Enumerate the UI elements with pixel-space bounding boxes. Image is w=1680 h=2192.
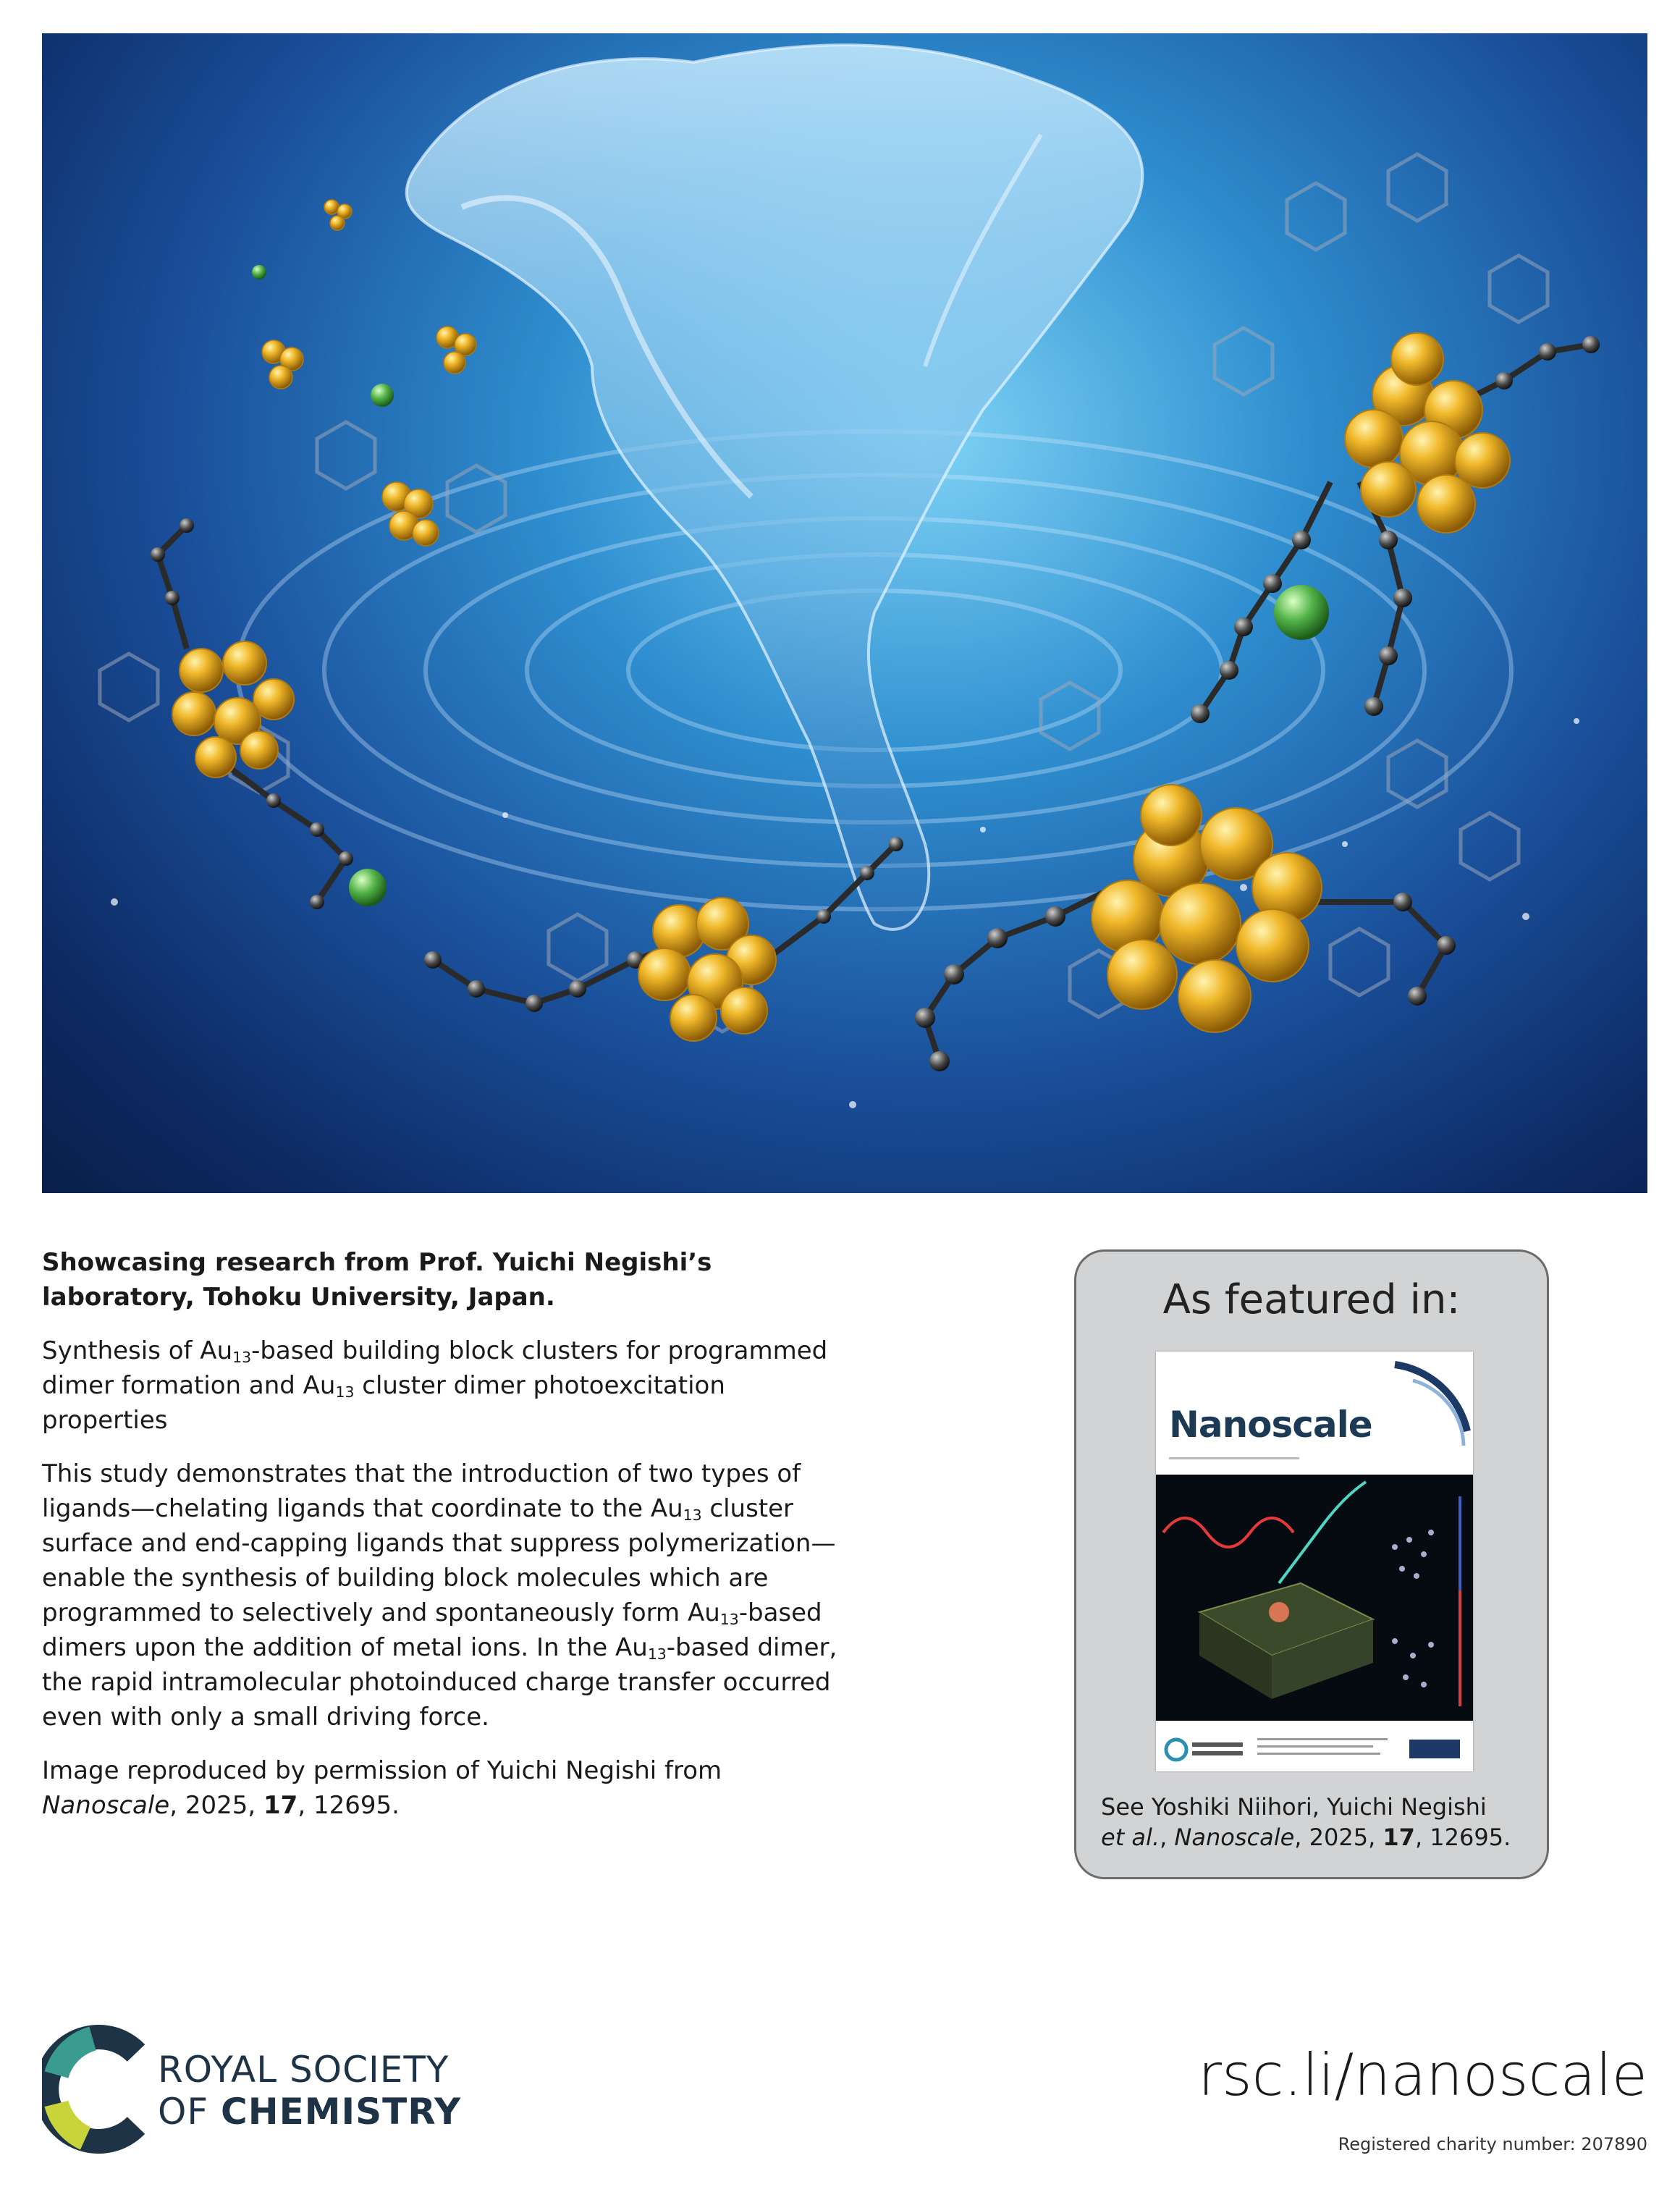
cover-footer bbox=[1156, 1728, 1473, 1771]
journal-url[interactable]: rsc.li/nanoscale bbox=[1198, 2041, 1647, 2109]
cover-footer-logos bbox=[1156, 1728, 1473, 1771]
featured-title: As featured in: bbox=[1162, 1276, 1461, 1323]
cover-art-graphic bbox=[1156, 1475, 1473, 1721]
water-splash bbox=[407, 45, 1143, 930]
article-description: This study demonstrates that the introduction of two types of ligands—chelating ligands that coordinate to the $Au_{13}$ cluster surface and end-capping ligands that suppress polymerization—enable the synthesis of building block molecules which are programmed to selectively and spontaneously form $Au_{13}$-based dimers upon the addition of metal ions. In the $Au_{13}$-based dimer, the rapid intramolecular photoinduced charge transfer occurred even with only a small driving force. bbox=[42, 1459, 837, 1732]
featured-in-box bbox=[1074, 1249, 1549, 1879]
charity-number: Registered charity number: 207890 bbox=[1338, 2134, 1647, 2154]
au13-cluster-bottom-right bbox=[1092, 785, 1322, 1032]
artwork-illustration bbox=[42, 33, 1647, 1193]
au13-cluster-left bbox=[172, 641, 294, 777]
rsc-logo-mark bbox=[42, 2024, 151, 2154]
rsc-logo bbox=[42, 2024, 491, 2154]
image-credit: Image reproduced by permission of Yuichi Negishi from Nanoscale, 2025, 17, 12695. bbox=[42, 1756, 722, 1820]
intro-section bbox=[42, 1245, 853, 1823]
au13-cluster-bottom-middle bbox=[638, 898, 776, 1041]
cover-art bbox=[1156, 1475, 1473, 1721]
au13-cluster-top-right bbox=[1345, 333, 1510, 533]
cover-journal-name: Nanoscale bbox=[1169, 1404, 1372, 1446]
lab-showcase-text: Showcasing research from Prof. Yuichi Negishi’s laboratory, Tohoku University, Japan. bbox=[42, 1248, 712, 1312]
article-title: Synthesis of $Au_{13}$-based building block clusters for programmed dimer formation and $Au_{13}$ cluster dimer photoexcitation properties bbox=[42, 1336, 828, 1435]
see-reference: See Yoshiki Niihori, Yuichi Negishi et al., Nanoscale, 2025, 17, 12695. bbox=[1101, 1793, 1511, 1851]
journal-cover-thumbnail bbox=[1156, 1352, 1473, 1771]
rsc-logo-text: ROYAL SOCIETY OF CHEMISTRY bbox=[158, 2049, 462, 2133]
cover-artwork bbox=[42, 33, 1647, 1193]
